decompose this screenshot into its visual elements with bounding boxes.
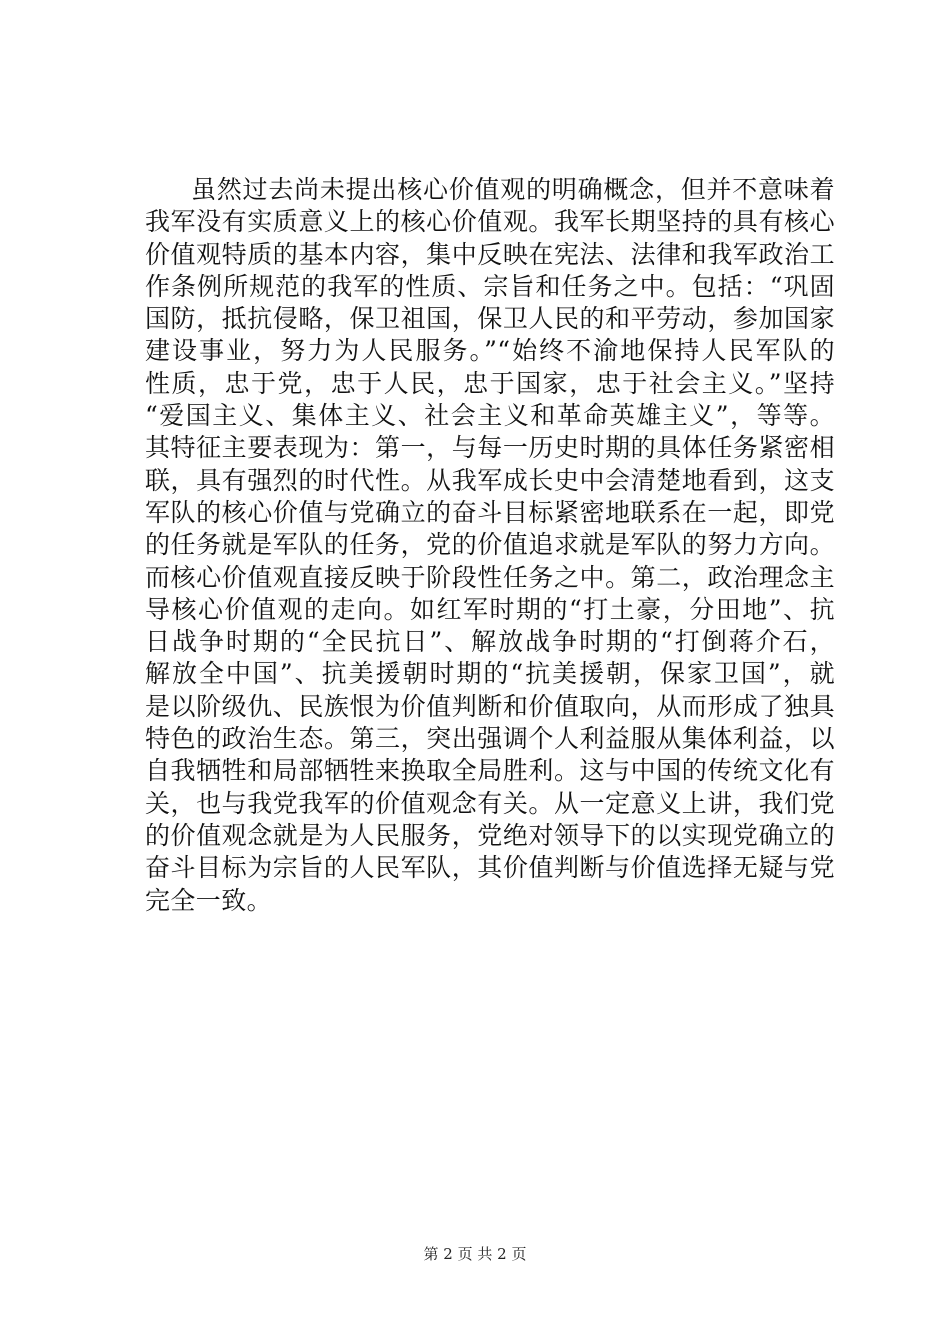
paragraph-line: 联，具有强烈的时代性。从我军成长史中会清楚地看到，这支 [145, 465, 835, 495]
paragraph-line: 日战争时期的“全民抗日”、解放战争时期的“打倒蒋介石， [145, 627, 835, 657]
paragraph-line: 的价值观念就是为人民服务，党绝对领导下的以实现党确立的 [145, 820, 835, 850]
paragraph-line: 军队的核心价值与党确立的奋斗目标紧密地联系在一起，即党 [145, 497, 835, 527]
paragraph-line: 自我牺牲和局部牺牲来换取全局胜利。这与中国的传统文化有 [145, 756, 835, 786]
paragraph-line: 作条例所规范的我军的性质、宗旨和任务之中。包括：“巩固 [145, 271, 835, 301]
paragraph-line: 奋斗目标为宗旨的人民军队，其价值判断与价值选择无疑与党 [145, 853, 835, 883]
paragraph-line: 国防，抵抗侵略，保卫祖国，保卫人民的和平劳动，参加国家 [145, 304, 835, 334]
paragraph-line: 而核心价值观直接反映于阶段性任务之中。第二，政治理念主 [145, 562, 835, 592]
paragraph-line: 特色的政治生态。第三，突出强调个人利益服从集体利益，以 [145, 724, 835, 754]
paragraph-line: 导核心价值观的走向。如红军时期的“打土豪，分田地”、抗 [145, 594, 835, 624]
paragraph-line: 性质，忠于党，忠于人民，忠于国家，忠于社会主义。”坚持 [145, 368, 835, 398]
body-paragraph [145, 174, 835, 917]
paragraph-line: 是以阶级仇、民族恨为价值判断和价值取向，从而形成了独具 [145, 691, 835, 721]
paragraph-line: 其特征主要表现为：第一，与每一历史时期的具体任务紧密相 [145, 433, 835, 463]
paragraph-line: 完全一致。 [145, 885, 273, 915]
paragraph-line: 建设事业，努力为人民服务。”“始终不渝地保持人民军队的 [145, 336, 835, 366]
paragraph-line: “爱国主义、集体主义、社会主义和革命英雄主义”，等等。 [145, 401, 835, 431]
paragraph-line: 价值观特质的基本内容，集中反映在宪法、法律和我军政治工 [145, 239, 835, 269]
paragraph-line: 我军没有实质意义上的核心价值观。我军长期坚持的具有核心 [145, 207, 835, 237]
paragraph-line: 虽然过去尚未提出核心价值观的明确概念，但并不意味着 [191, 175, 835, 204]
paragraph-line: 关，也与我党我军的价值观念有关。从一定意义上讲，我们党 [145, 788, 835, 818]
paragraph-line: 解放全中国”、抗美援朝时期的“抗美援朝，保家卫国”，就 [145, 659, 835, 689]
paragraph-line: 的任务就是军队的任务，党的价值追求就是军队的努力方向。 [145, 530, 835, 560]
page-number-footer: 第 2 页 共 2 页 [423, 1245, 527, 1263]
